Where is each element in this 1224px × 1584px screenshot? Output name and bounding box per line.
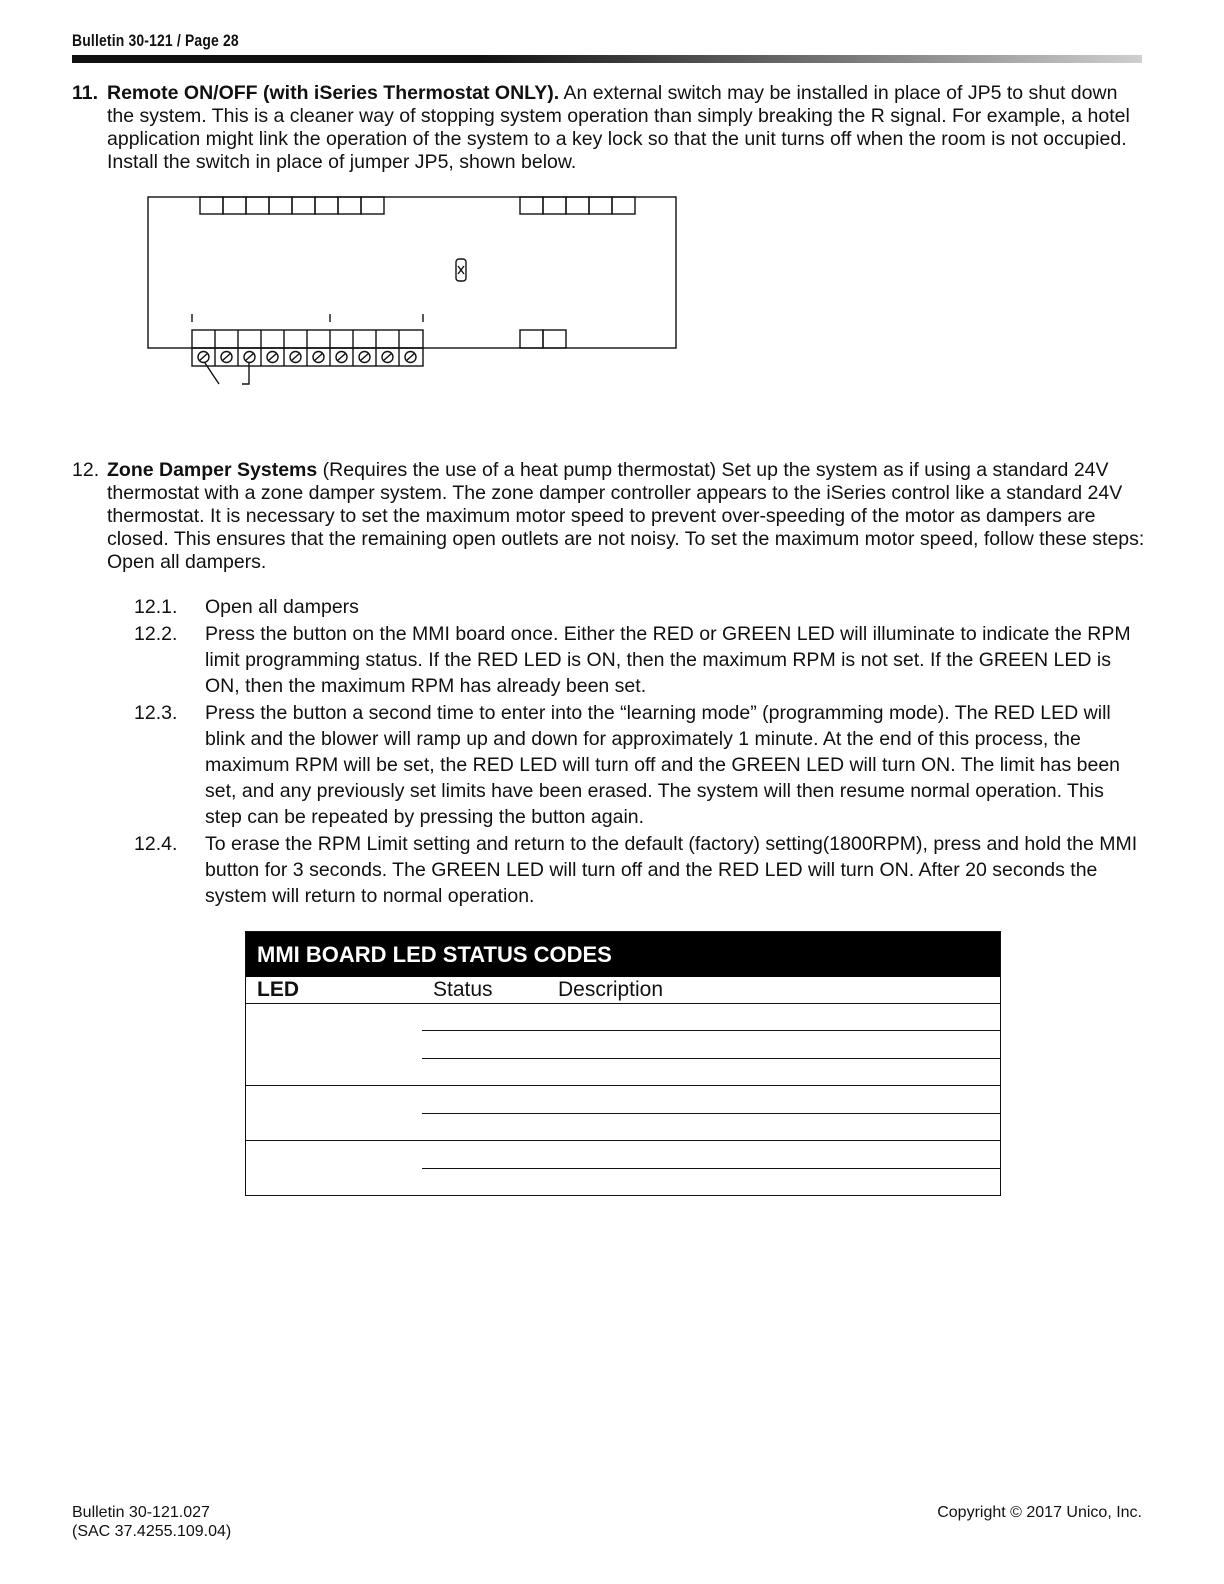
column-header-led: LED xyxy=(257,978,299,1001)
item-12-title: Zone Damper Systems xyxy=(107,459,318,481)
item-12-number: 12. xyxy=(72,459,100,481)
table-row-divider xyxy=(422,1113,1001,1114)
jp5-jumper xyxy=(456,259,466,281)
step-text: Open all dampers xyxy=(205,596,359,618)
control-board-diagram xyxy=(140,190,690,395)
top-right-connector xyxy=(520,197,635,214)
step-text: Press the button on the MMI board once. Either the RED or GREEN LED will illuminate to indicate the RPM limit programming status. If the RED LED is ON, then the maximum RPM is not set. If the GREEN LED is ON, then the maximum RPM has already been set. xyxy=(205,623,1131,697)
header-row-divider xyxy=(246,1003,1000,1004)
item-11-title: Remote ON/OFF (with iSeries Thermostat ONLY). xyxy=(107,82,560,104)
step-number: 12.1. xyxy=(134,596,178,618)
column-header-description: Description xyxy=(558,978,664,1001)
step-number: 12.4. xyxy=(134,833,178,855)
table-row-divider xyxy=(422,1058,1001,1059)
item-11-body: An external switch may be installed in place of JP5 to shut down the system. This is a cleaner way of stopping system operation than simply breaking the R signal. For example, a hotel application might link the operation of the system to a key lock so that the unit turns off when the room is not occupied. Install the switch in place of jumper JP5, shown below. xyxy=(107,82,1130,173)
item-11-number: 11. xyxy=(72,82,99,104)
terminal-block xyxy=(192,330,423,366)
item-11-paragraph xyxy=(107,82,1147,174)
led-status-table xyxy=(245,931,1001,1196)
footer-bulletin: Bulletin 30-121.027 xyxy=(72,1504,210,1521)
header-rule xyxy=(72,55,1142,63)
footer-sac: (SAC 37.4255.109.04) xyxy=(72,1523,232,1540)
item-12-body: (Requires the use of a heat pump thermostat) Set up the system as if using a standard 24V thermostat with a zone damper system. The zone damper controller appears to the iSeries control like a standard 24V thermostat. It is necessary to set the maximum motor speed to prevent over-speeding of the motor as dampers are closed. This ensures that the remaining open outlets are not noisy. To set the maximum motor speed, follow these steps: Open all dampers. xyxy=(107,459,1145,573)
page-header-title: Bulletin 30-121 / Page 28 xyxy=(72,31,239,50)
column-header-status: Status xyxy=(433,978,493,1001)
table-group-divider xyxy=(246,1140,1000,1141)
step-number: 12.3. xyxy=(134,702,178,724)
footer-copyright: Copyright © 2017 Unico, Inc. xyxy=(937,1504,1142,1521)
bottom-right-connector xyxy=(520,330,566,348)
item-12-paragraph xyxy=(107,459,1147,574)
table-title: MMI BOARD LED STATUS CODES xyxy=(246,932,1000,977)
top-left-connector xyxy=(200,197,384,214)
board-outline xyxy=(148,197,676,348)
step-text: To erase the RPM Limit setting and return to the default (factory) setting(1800RPM), press and hold the MMI button for 3 seconds. The GREEN LED will turn off and the RED LED will turn ON. After 20 seconds the system will return to normal operation. xyxy=(205,833,1138,907)
step-number: 12.2. xyxy=(134,623,178,645)
step-text: Press the button a second time to enter into the “learning mode” (programming mode). The RED LED will blink and the blower will ramp up and down for approximately 1 minute. At the end of this process, the maximum RPM will be set, the RED LED will turn off and the GREEN LED will turn ON. The limit has been set, and any previously set limits have been erased. The system will then resume normal operation. This step can be repeated by pressing the button again. xyxy=(205,702,1121,828)
table-row-divider xyxy=(422,1030,1001,1031)
table-row-divider xyxy=(422,1168,1001,1169)
table-group-divider xyxy=(246,1085,1000,1086)
